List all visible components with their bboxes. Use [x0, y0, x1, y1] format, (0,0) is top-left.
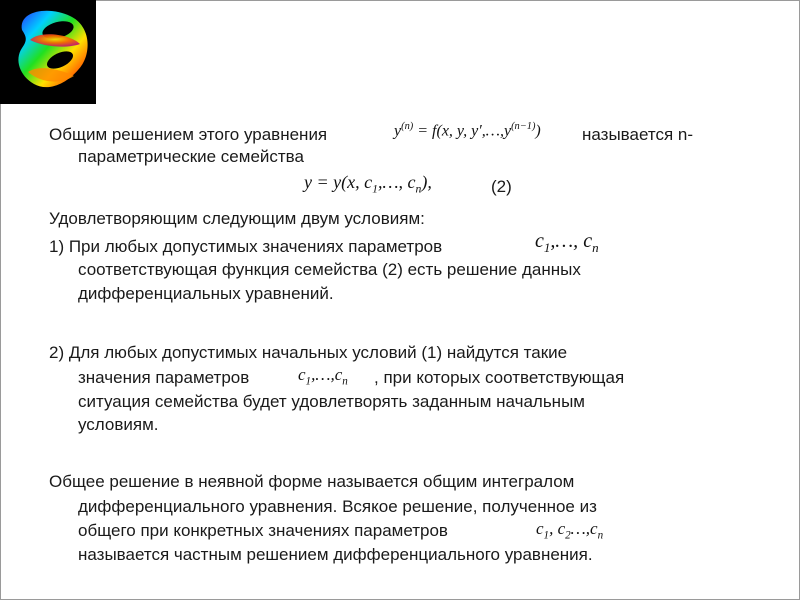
condition-2-line4: условиям. [78, 415, 159, 434]
condition-2-line2-start: значения параметров [78, 368, 250, 387]
paragraph-3-line2: дифференциального уравнения. Всякое решение, полученное из [78, 497, 597, 516]
p1-line2: параметрические семейства [78, 147, 304, 166]
equation-ode: $y^{(n)} = f(x$, y, $y',\dots,y^{(n-1)}$) [394, 121, 541, 140]
condition-2-line1: 2) Для любых допустимых начальных условий (1) найдутся такие [49, 343, 568, 362]
condition-1-params: $c_1,\dots$, $c_n$ [535, 230, 599, 255]
condition-1-line3: дифференциальных уравнений. [78, 284, 334, 303]
paragraph-3-line3: общего при конкретных значениях параметров [78, 521, 448, 540]
p1-line1: Общим решением этого уравнения [49, 125, 328, 144]
paragraph-3-line1: Общее решение в неявной форме называется общим интегралом [49, 472, 575, 491]
paragraph-3-params: $c_1$, $c_2\dots,c_n$ [536, 519, 604, 542]
p1-line1-end: называется n- [582, 125, 693, 144]
logo-icon [0, 0, 96, 104]
condition-1-line1: 1) При любых допустимых значениях параметров [49, 237, 443, 256]
equation-2-label: (2) [491, 177, 512, 196]
paragraph-3-line4: называется частным решением дифференциального уравнения. [78, 545, 593, 564]
condition-2-params: $c_1,\dots,c_n$ [298, 365, 348, 388]
condition-2-line2-end: , при которых соответствующая [374, 368, 625, 387]
paragraph-2: Удовлетворяющим следующим двум условиям: [49, 209, 425, 228]
equation-2: y = y(x, $c_1,\dots$, $c_n$), [304, 172, 432, 196]
condition-2-line3: ситуация семейства будет удовлетворять заданным начальным [78, 392, 585, 411]
condition-1-line2: соответствующая функция семейства (2) есть решение данных [78, 260, 581, 279]
